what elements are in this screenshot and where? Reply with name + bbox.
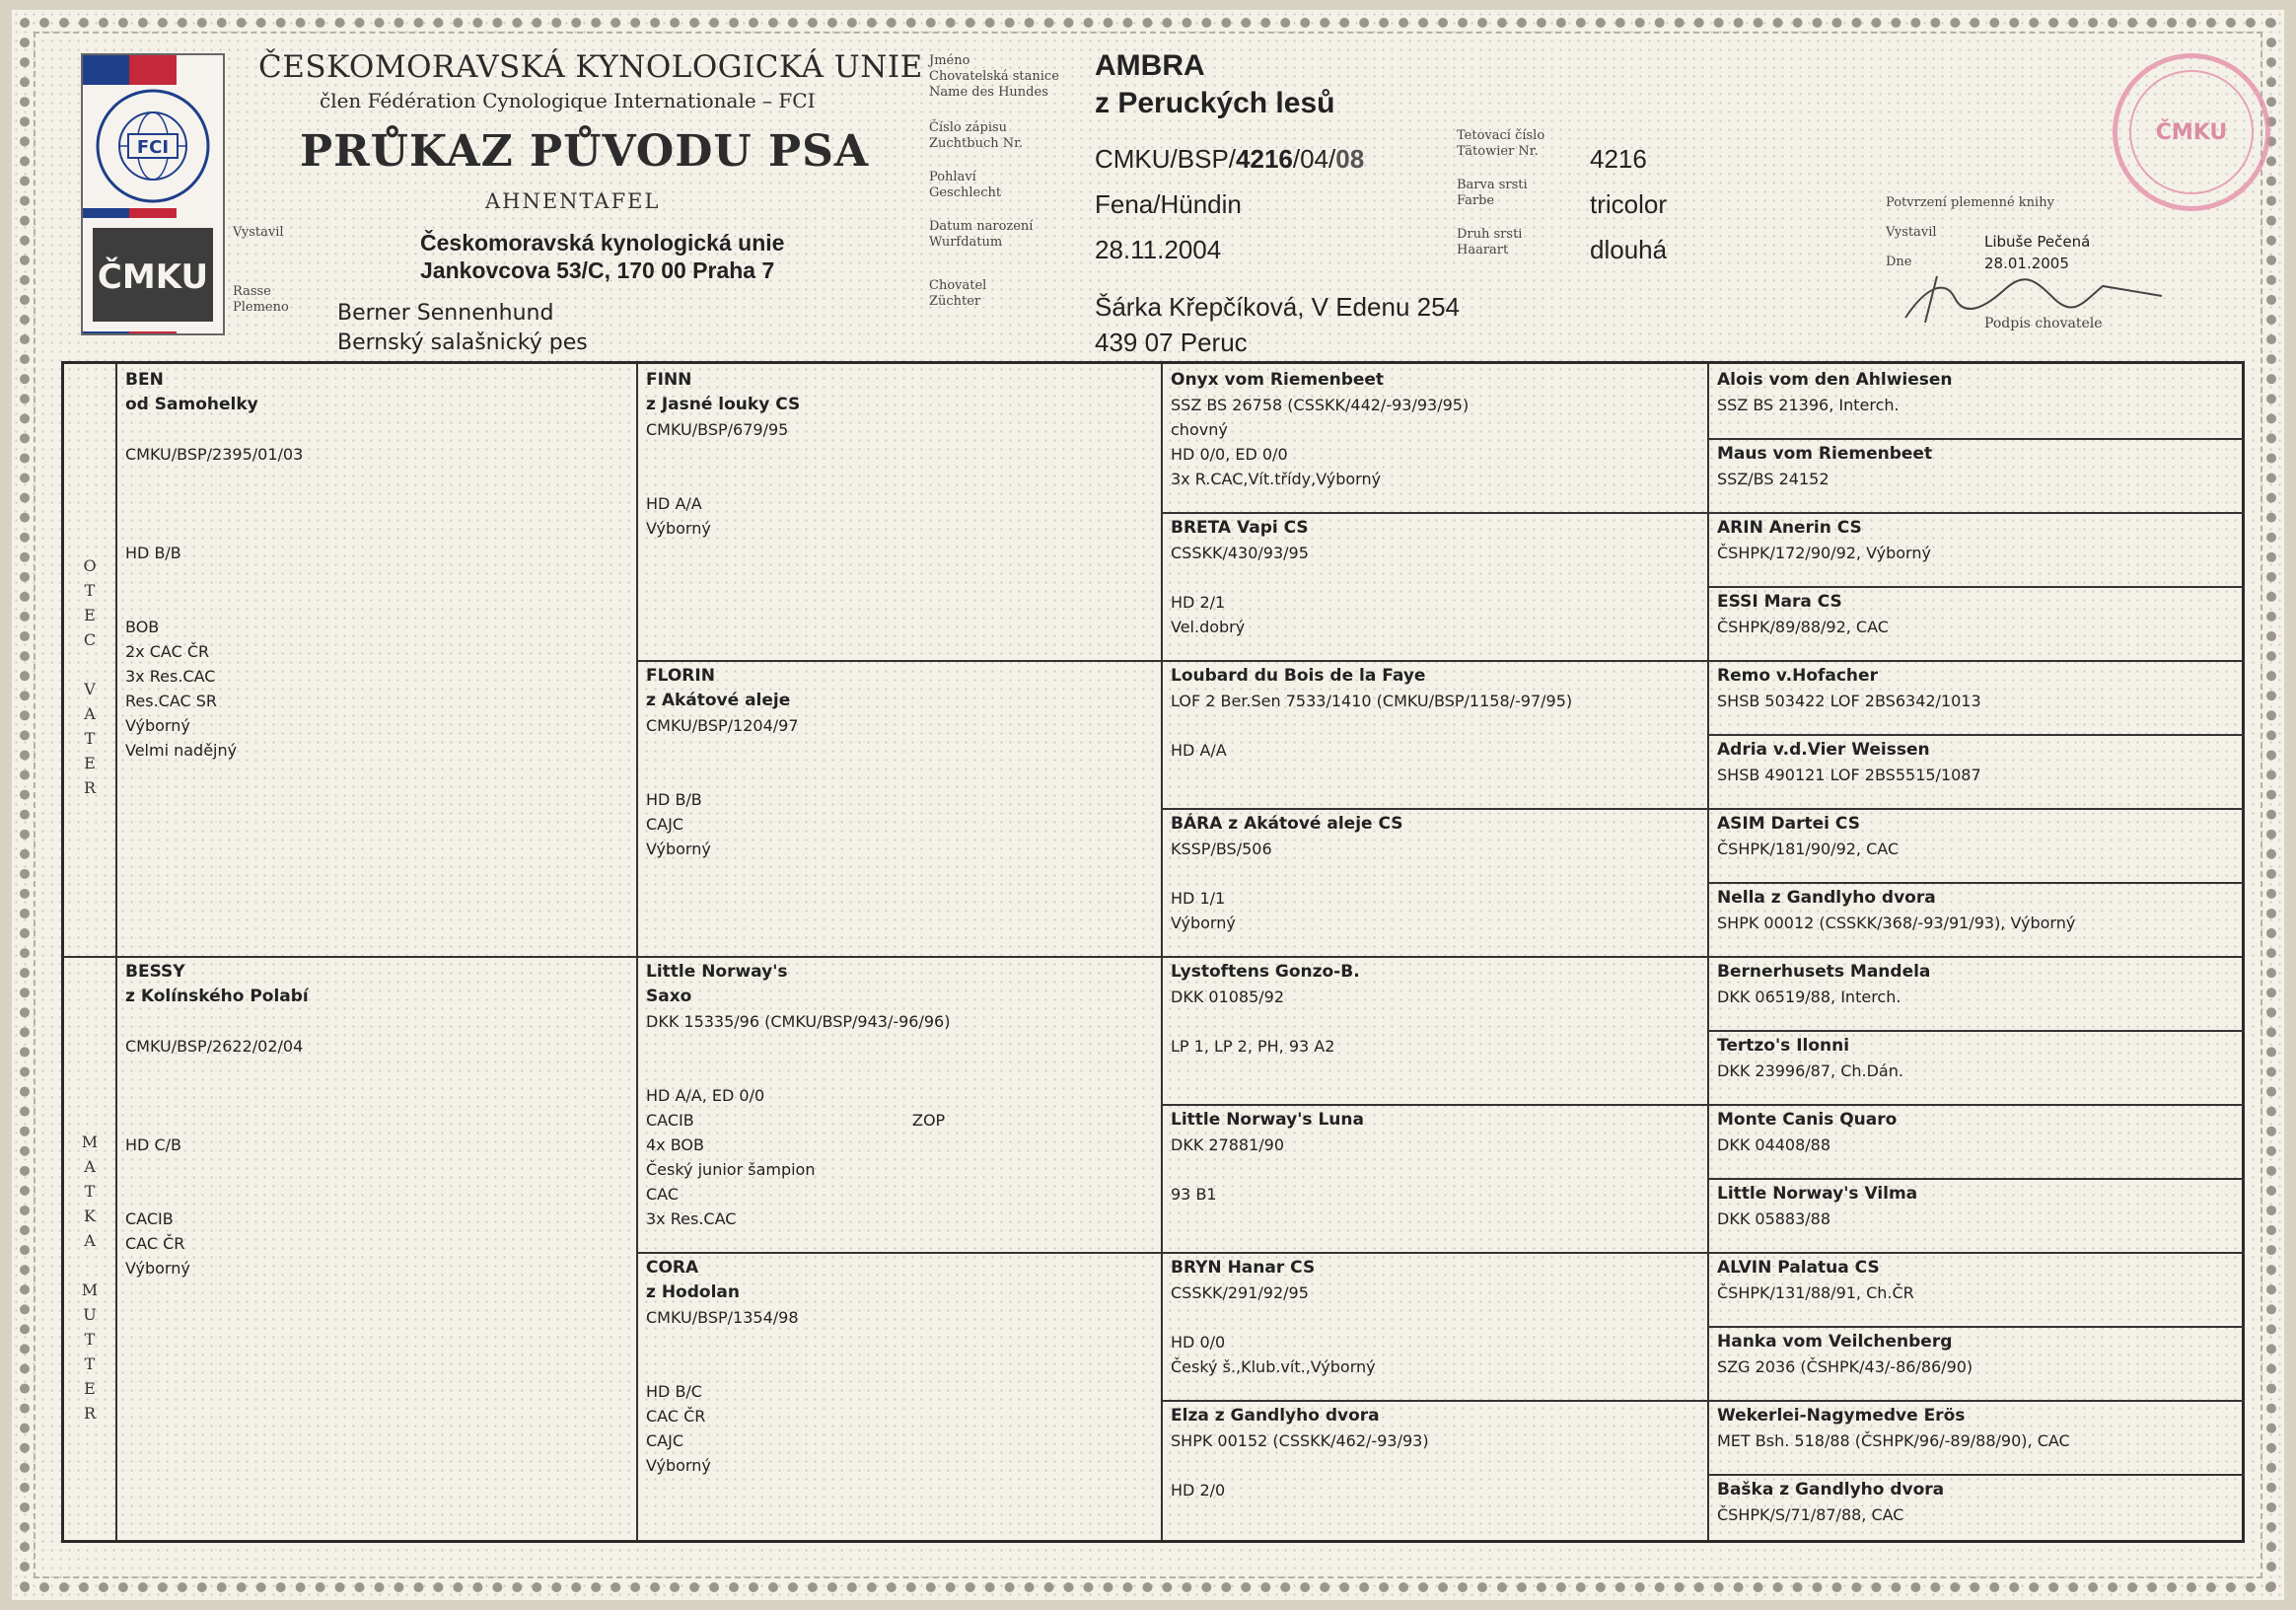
dog-info-line: KSSP/BS/506 <box>1171 840 1272 858</box>
great-grandparent-cell <box>1171 960 1693 1059</box>
dog-info-line <box>646 467 1149 491</box>
dog-info-line <box>125 590 618 615</box>
dog-info-line: HD A/A <box>1171 741 1227 760</box>
dog-info-line: CSSKK/291/92/95 <box>1171 1283 1309 1302</box>
confirmation-title: Potvrzení plemenné knihy <box>1886 195 2054 210</box>
sex-labels: Pohlaví Geschlecht <box>929 170 1002 200</box>
coat-type: dlouhá <box>1590 235 1668 264</box>
registration-number: CMKU/BSP/4216/04/08 <box>1095 144 1365 174</box>
great-great-grandparent-cell <box>1717 1256 2240 1305</box>
breed-label: Rasse Plemeno <box>233 284 289 315</box>
fci-cmku-logo <box>81 53 225 335</box>
great-great-grandparent-cell <box>1717 960 2240 1009</box>
confirmation-issued-label: Vystavil <box>1886 225 1937 240</box>
great-great-grandparent-cell <box>1717 590 2240 639</box>
dog-info-line <box>646 1059 1149 1083</box>
dog-info-line: SHSB 503422 LOF 2BS6342/1013 <box>1717 692 1981 710</box>
document-title: PRŮKAZ PŮVODU PSA <box>300 126 870 177</box>
dog-info-line: chovný <box>1171 420 1228 439</box>
dog-info-line <box>646 1034 1149 1059</box>
dog-name-line: Onyx vom Riemenbeet <box>1171 370 1385 390</box>
dog-info-line <box>125 1009 618 1034</box>
dog-name-line: Elza z Gandlyho dvora <box>1171 1406 1380 1426</box>
dog-info-line <box>646 442 1149 467</box>
mother-side-label: M A T K A M U T T E R <box>81 1133 99 1423</box>
dog-name-line: z Kolínského Polabí <box>125 987 309 1006</box>
dog-info-line: HD 1/1 <box>1171 889 1226 908</box>
great-great-grandparent-cell <box>1717 886 2240 935</box>
org-name: ČESKOMORAVSKÁ KYNOLOGICKÁ UNIE <box>258 49 923 85</box>
dog-info-line: CSSKK/430/93/95 <box>1171 544 1309 562</box>
dog-info-line <box>1171 1305 1693 1330</box>
dog-info-line <box>125 1182 618 1207</box>
dog-info-line: Výborný <box>646 840 711 858</box>
great-great-grandparent-cell <box>1717 442 2240 491</box>
dog-info-line <box>646 1354 1149 1379</box>
dog-name-line: Lystoftens Gonzo-B. <box>1171 962 1360 982</box>
dog-name-labels: Jméno Chovatelská stanice Name des Hundes <box>929 53 1059 100</box>
great-great-grandparent-cell <box>1717 664 2240 713</box>
logo-cmku-text: ČMKU <box>97 257 209 297</box>
dog-info-line: Res.CAC SR <box>125 692 218 710</box>
issuer-line1: Českomoravská kynologická unie <box>420 230 785 256</box>
dog-info-line <box>125 467 618 491</box>
dog-info-line: CAC <box>646 1185 680 1204</box>
dog-info-line: SHSB 490121 LOF 2BS5515/1087 <box>1717 766 1981 784</box>
grandparent-cell <box>646 664 1149 861</box>
dog-name-line: z Hodolan <box>646 1282 740 1302</box>
dog-info-line: CACIB <box>646 1111 694 1130</box>
great-great-grandparent-cell <box>1717 516 2240 565</box>
confirmation-date-label: Dne <box>1886 255 1912 269</box>
great-great-grandparent-cell <box>1717 1034 2240 1083</box>
dog-info-line: CAJC <box>646 1431 684 1450</box>
dog-info-line: BOB <box>125 618 160 636</box>
dog-info-line: CMKU/BSP/679/95 <box>646 420 789 439</box>
dog-info-line: HD B/C <box>646 1382 702 1401</box>
dog-info-line: DKK 23996/87, Ch.Dán. <box>1717 1061 1903 1080</box>
dog-name-line: ESSI Mara CS <box>1717 592 1842 612</box>
signature-label: Podpis chovatele <box>1984 316 2103 331</box>
dog-info-line: DKK 04408/88 <box>1717 1135 1831 1154</box>
great-great-grandparent-cell <box>1717 1182 2240 1231</box>
breeder-line1: Šárka Křepčíková, V Edenu 254 <box>1095 292 1461 322</box>
breeder-line2: 439 07 Peruc <box>1095 328 1248 357</box>
dog-name-line: Loubard du Bois de la Faye <box>1171 666 1426 686</box>
dog-info-line: HD 0/0, ED 0/0 <box>1171 445 1288 464</box>
grandparent-cell <box>646 960 1149 1231</box>
dog-info-line: 3x R.CAC,Vít.třídy,Výborný <box>1171 470 1382 488</box>
dog-info-line <box>1171 1453 1693 1478</box>
dog-name-line: z Jasné louky CS <box>646 395 801 414</box>
dog-name-line: BESSY <box>125 962 185 982</box>
dog-info-line: SZG 2036 (ČSHPK/43/-86/86/90) <box>1717 1357 1973 1376</box>
dog-info-line: DKK 27881/90 <box>1171 1135 1285 1154</box>
dog-info-line: CMKU/BSP/1204/97 <box>646 716 799 735</box>
official-stamp: ČMKU <box>2113 53 2270 211</box>
dog-info-line: CAC ČR <box>646 1407 706 1426</box>
dob-labels: Datum narození Wurfdatum <box>929 219 1034 250</box>
dog-name-line: BRYN Hanar CS <box>1171 1258 1316 1278</box>
dog-name-line: BRETA Vapi CS <box>1171 518 1309 538</box>
dog-info-line: CMKU/BSP/2622/02/04 <box>125 1037 304 1056</box>
dog-info-line: SHPK 00152 (CSSKK/462/-93/93) <box>1171 1431 1429 1450</box>
dog-name-line: Wekerlei-Nagymedve Erös <box>1717 1406 1966 1426</box>
dog-info-line: LOF 2 Ber.Sen 7533/1410 (CMKU/BSP/1158/-97/95) <box>1171 692 1573 710</box>
tattoo-labels: Tetovací číslo Tätowier Nr. <box>1457 128 1545 159</box>
dog-info-line: CACIB <box>125 1209 174 1228</box>
dog-info-line: HD B/B <box>646 790 702 809</box>
dog-info-line: ČSHPK/172/90/92, Výborný <box>1717 544 1931 562</box>
confirmation-issued-by: Libuše Pečená <box>1984 233 2091 251</box>
dog-name-line: od Samohelky <box>125 395 258 414</box>
dog-info-line: ČSHPK/S/71/87/88, CAC <box>1717 1505 1904 1524</box>
breed-name-cz: Bernský salašnický pes <box>337 330 588 355</box>
dog-info-line: Výborný <box>125 716 190 735</box>
color-labels: Barva srsti Farbe <box>1457 178 1528 208</box>
dog-name-line: Baška z Gandlyho dvora <box>1717 1480 1945 1500</box>
dog-name-line: Remo v.Hofacher <box>1717 666 1878 686</box>
great-grandparent-cell <box>1171 1404 1693 1502</box>
great-great-grandparent-cell <box>1717 1478 2240 1527</box>
great-great-grandparent-cell <box>1717 812 2240 861</box>
breed-name-de: Berner Sennenhund <box>337 301 554 326</box>
dog-info-line: MET Bsh. 518/88 (ČSHPK/96/-89/88/90), CAC <box>1717 1431 2070 1450</box>
dog-info-line: Výborný <box>1171 914 1236 932</box>
great-great-grandparent-cell <box>1717 368 2240 417</box>
dog-name-line: Hanka vom Veilchenberg <box>1717 1332 1953 1352</box>
parent-cell <box>125 960 618 1281</box>
dog-dob: 28.11.2004 <box>1095 235 1222 264</box>
dog-info-line: ČSHPK/131/88/91, Ch.ČR <box>1717 1283 1914 1302</box>
dog-info-line: DKK 06519/88, Interch. <box>1717 988 1901 1006</box>
great-grandparent-cell <box>1171 812 1693 935</box>
dog-info-line: HD A/A, ED 0/0 <box>646 1086 765 1105</box>
dog-info-line: Výborný <box>646 1456 711 1475</box>
coat-color: tricolor <box>1590 189 1668 219</box>
dog-info-line: Český junior šampion <box>646 1160 816 1179</box>
dog-info-line <box>125 1059 618 1083</box>
dog-info-line: Český š.,Klub.vít.,Výborný <box>1171 1357 1376 1376</box>
dog-info-line: CAJC <box>646 815 684 834</box>
dog-info-line: SSZ BS 21396, Interch. <box>1717 396 1900 414</box>
great-great-grandparent-cell <box>1717 1330 2240 1379</box>
grandparent-cell <box>646 1256 1149 1478</box>
dog-info-line <box>1171 1157 1693 1182</box>
dog-info-line: CMKU/BSP/1354/98 <box>646 1308 799 1327</box>
father-side-label: O T E C V A T E R <box>83 556 97 797</box>
great-great-grandparent-cell <box>1717 1108 2240 1157</box>
great-grandparent-cell <box>1171 516 1693 639</box>
issuer-label: Vystavil <box>233 225 284 240</box>
dog-info-line <box>125 565 618 590</box>
dog-info-line: Výborný <box>125 1259 190 1278</box>
document-title-de: AHNENTAFEL <box>485 189 661 213</box>
dog-info-line <box>646 738 1149 763</box>
dog-info-line: CAC ČR <box>125 1234 185 1253</box>
dog-name-line: Little Norway's <box>646 962 788 982</box>
issuer-line2: Jankovcova 53/C, 170 00 Praha 7 <box>420 257 775 283</box>
dog-name-line: BÁRA z Akátové aleje CS <box>1171 814 1403 834</box>
dog-info-line: SSZ/BS 24152 <box>1717 470 1830 488</box>
great-great-grandparent-cell <box>1717 738 2240 787</box>
dog-info-line: ČSHPK/89/88/92, CAC <box>1717 618 1889 636</box>
dog-info-line: Výborný <box>646 519 711 538</box>
tattoo-number: 4216 <box>1590 144 1647 174</box>
dog-info-line <box>125 417 618 442</box>
great-great-grandparent-cell <box>1717 1404 2240 1453</box>
great-grandparent-cell <box>1171 1108 1693 1207</box>
dog-info-line <box>1171 1009 1693 1034</box>
dog-name-line: Saxo <box>646 987 692 1006</box>
pedigree-certificate <box>12 10 2284 1600</box>
dog-info-line: DKK 05883/88 <box>1717 1209 1831 1228</box>
fci-member-line: člen Fédération Cynologique Internationale – FCI <box>320 89 816 112</box>
dog-info-line: ČSHPK/181/90/92, CAC <box>1717 840 1900 858</box>
dog-info-line <box>1171 565 1693 590</box>
great-grandparent-cell <box>1171 664 1693 763</box>
dog-name-line: ARIN Anerin CS <box>1717 518 1862 538</box>
dog-info-line <box>646 1330 1149 1354</box>
dog-info-line <box>125 1108 618 1133</box>
dog-info-line: HD B/B <box>125 544 181 562</box>
dog-name-line: ALVIN Palatua CS <box>1717 1258 1880 1278</box>
reg-labels: Číslo zápisu Zuchtbuch Nr. <box>929 120 1024 151</box>
dog-info-line: HD A/A <box>646 494 702 513</box>
dog-name-line: Adria v.d.Vier Weissen <box>1717 740 1930 760</box>
dog-info-line: DKK 01085/92 <box>1171 988 1285 1006</box>
dog-info-line <box>125 516 618 541</box>
dog-kennel: z Peruckých lesů <box>1095 87 1335 119</box>
dog-info-line: 2x CAC ČR <box>125 642 210 661</box>
dog-info-line: HD 2/0 <box>1171 1481 1226 1500</box>
confirmation-date: 28.01.2005 <box>1984 255 2069 272</box>
dog-name-line: z Akátové aleje <box>646 691 791 710</box>
dog-info-line: 4x BOB <box>646 1135 704 1154</box>
dog-info-line: HD C/B <box>125 1135 181 1154</box>
dog-name-line: Nella z Gandlyho dvora <box>1717 888 1936 908</box>
dog-info-line: CMKU/BSP/2395/01/03 <box>125 445 304 464</box>
dog-info-line <box>125 491 618 516</box>
dog-name-line: FLORIN <box>646 666 715 686</box>
dog-info-line <box>125 1083 618 1108</box>
dog-info-line: Velmi nadějný <box>125 741 238 760</box>
dog-name-line: Maus vom Riemenbeet <box>1717 444 1933 464</box>
dog-name-line: Little Norway's Luna <box>1171 1110 1364 1130</box>
dog-name: AMBRA <box>1095 49 1205 82</box>
dog-info-line: LP 1, LP 2, PH, 93 A2 <box>1171 1037 1335 1056</box>
dog-name-line: Tertzo's Ilonni <box>1717 1036 1850 1056</box>
dog-info-line: DKK 15335/96 (CMKU/BSP/943/-96/96) <box>646 1012 951 1031</box>
dog-sex: Fena/Hündin <box>1095 189 1242 219</box>
pedigree-table <box>61 361 2245 1543</box>
dog-info-line: SSZ BS 26758 (CSSKK/442/-93/93/95) <box>1171 396 1470 414</box>
dog-info-line: HD 2/1 <box>1171 593 1226 612</box>
grandparent-cell <box>646 368 1149 541</box>
dog-name-line: Alois vom den Ahlwiesen <box>1717 370 1953 390</box>
breeder-labels: Chovatel Züchter <box>929 278 987 309</box>
dog-info-line: 93 B1 <box>1171 1185 1217 1204</box>
dog-info-line: 3x Res.CAC <box>646 1209 737 1228</box>
logo-fci-text: FCI <box>136 137 170 158</box>
parent-cell <box>125 368 618 763</box>
coat-labels: Druh srsti Haarart <box>1457 227 1523 257</box>
dog-info-line <box>646 763 1149 787</box>
great-grandparent-cell <box>1171 1256 1693 1379</box>
dog-info-line: Vel.dobrý <box>1171 618 1246 636</box>
dog-name-line: FINN <box>646 370 692 390</box>
dog-name-line: BEN <box>125 370 164 390</box>
dog-info-line <box>125 1157 618 1182</box>
dog-info-line: HD 0/0 <box>1171 1333 1226 1352</box>
dog-info-line <box>1171 861 1693 886</box>
dog-name-line: Bernerhusets Mandela <box>1717 962 1931 982</box>
dog-name-line: CORA <box>646 1258 699 1278</box>
dog-name-line: ASIM Dartei CS <box>1717 814 1860 834</box>
dog-info-line: SHPK 00012 (CSSKK/368/-93/91/93), Výborný <box>1717 914 2076 932</box>
great-grandparent-cell <box>1171 368 1693 491</box>
dog-name-line: Monte Canis Quaro <box>1717 1110 1898 1130</box>
dog-info-line: 3x Res.CAC <box>125 667 216 686</box>
zop-mark: ZOP <box>912 1111 946 1130</box>
dog-name-line: Little Norway's Vilma <box>1717 1184 1918 1204</box>
dog-info-line <box>1171 713 1693 738</box>
